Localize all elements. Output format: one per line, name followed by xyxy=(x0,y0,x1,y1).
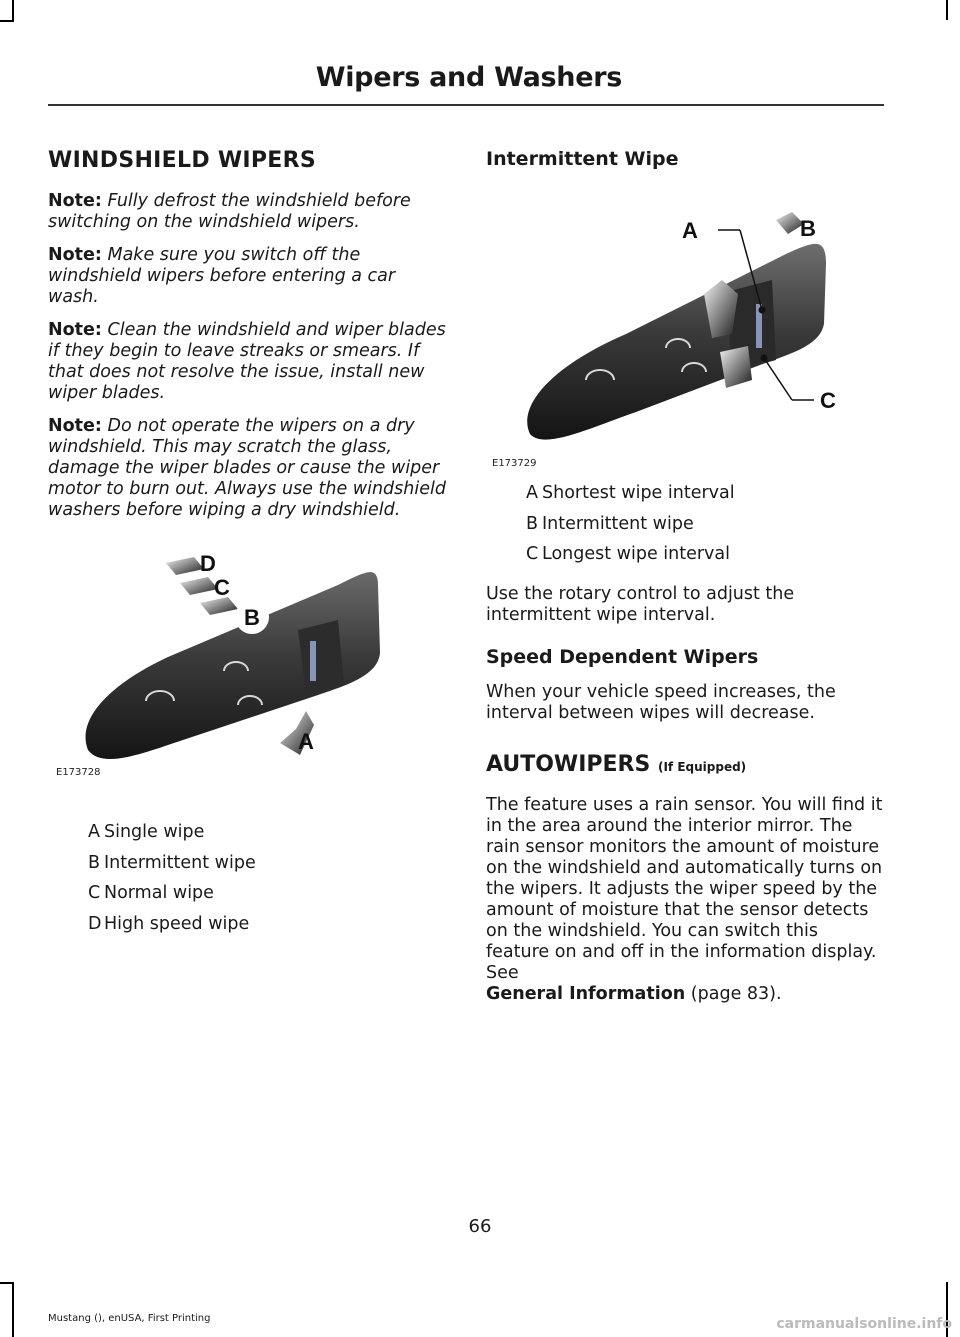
general-information-link[interactable]: General Information xyxy=(486,983,686,1004)
stalk-collar xyxy=(298,620,344,693)
page-header-title: Wipers and Washers xyxy=(315,62,622,93)
note-text: Make sure you switch off the windshield wipers before entering a car wash. xyxy=(48,245,396,307)
note-paragraph xyxy=(48,320,450,404)
legend-key: B xyxy=(526,513,539,534)
callout-c: C xyxy=(214,575,230,600)
rotary-indicator xyxy=(310,641,316,681)
legend-key: B xyxy=(88,852,101,873)
figure-legend xyxy=(486,478,884,570)
page-number: 66 xyxy=(468,1216,492,1237)
page-reference: (page 83). xyxy=(690,983,782,1004)
section-heading-autowipers xyxy=(486,752,884,777)
legend-value: High speed wipe xyxy=(104,913,250,934)
legend-value: Single wipe xyxy=(104,822,205,843)
figure-id: E173729 xyxy=(492,458,537,469)
legend-value: Intermittent wipe xyxy=(542,513,694,534)
legend-key: D xyxy=(88,913,102,934)
legend-key: A xyxy=(88,822,100,843)
speed-paragraph: When your vehicle speed increases, the interval between wipes will decrease. xyxy=(486,681,836,723)
watermark: carmanualsonline.info xyxy=(776,1316,952,1332)
rotary-paragraph: Use the rotary control to adjust the intermittent wipe interval. xyxy=(486,583,795,625)
section-heading-windshield-wipers: WINDSHIELD WIPERS xyxy=(48,148,317,173)
arrow-c-icon xyxy=(180,577,218,595)
autowipers-paragraph xyxy=(486,795,884,1005)
legend-value: Normal wipe xyxy=(104,883,214,904)
intermittent-wipe-figure xyxy=(486,184,884,469)
subheading-intermittent-wipe: Intermittent Wipe xyxy=(486,148,679,170)
legend-value: Shortest wipe interval xyxy=(542,483,735,504)
crop-mark-bottom-left-h xyxy=(0,1282,14,1284)
figure-id: E173728 xyxy=(56,767,101,778)
note-text: Do not operate the wipers on a dry windshield. This may scratch the glass, damage the wiper blades or cause the wiper motor to burn out. Always use the windshield washers before wiping a dry windshield. xyxy=(48,416,446,520)
callout-b: B xyxy=(244,605,260,630)
leader-a-dot xyxy=(759,307,766,314)
note-label: Note: xyxy=(48,191,102,211)
legend-row xyxy=(486,478,884,509)
legend-row xyxy=(48,817,450,848)
legend-row xyxy=(486,509,884,540)
legend-row xyxy=(48,909,450,940)
legend-key: C xyxy=(88,883,101,904)
crop-mark-top-left-h xyxy=(0,20,14,22)
callout-d: D xyxy=(200,551,216,576)
autowipers-heading-text: AUTOWIPERS xyxy=(486,751,651,777)
header-divider xyxy=(48,104,884,106)
legend-value: Longest wipe interval xyxy=(542,544,730,565)
callout-c: C xyxy=(820,388,836,413)
note-text: Fully defrost the windshield before switching on the windshield wipers. xyxy=(48,191,411,232)
note-paragraph xyxy=(48,191,450,233)
note-label: Note: xyxy=(48,245,102,265)
legend-key: A xyxy=(526,483,538,504)
note-label: Note: xyxy=(48,320,102,340)
wiper-stalk-illustration xyxy=(48,535,450,785)
if-equipped-label: (If Equipped) xyxy=(657,759,747,774)
autowipers-text: The feature uses a rain sensor. You will find it in the area around the interior mirror. The rain sensor monitors the amount of moisture on the windshield and automatically turns on the wipers. It adjusts the wiper speed by the amount of moisture that the sensor detects on the windshield. You can switch this feature on and off in the information display. See xyxy=(486,794,883,983)
arrow-d-icon xyxy=(166,557,204,575)
right-column xyxy=(486,148,884,1017)
page-footer: Mustang (), enUSA, First Printing xyxy=(48,1313,211,1324)
legend-row xyxy=(48,878,450,909)
callout-a: A xyxy=(298,729,314,754)
legend-value: Intermittent wipe xyxy=(104,852,256,873)
crop-mark-top-right-v xyxy=(946,0,948,20)
note-label: Note: xyxy=(48,416,102,436)
leader-c xyxy=(764,358,792,400)
arrow-longest-icon xyxy=(720,346,752,388)
note-paragraph xyxy=(48,245,450,308)
wiper-stalk-figure xyxy=(48,535,450,785)
subheading-speed-dependent: Speed Dependent Wipers xyxy=(486,645,759,668)
legend-row xyxy=(486,539,884,570)
intermittent-stalk-illustration xyxy=(486,184,884,444)
note-text: Clean the windshield and wiper blades if they begin to leave streaks or smears. If that does not resolve the issue, install new wiper blades. xyxy=(48,320,446,403)
crop-mark-bottom-left-v xyxy=(12,1282,14,1337)
crop-mark-top-left-v xyxy=(12,0,14,20)
leader-c-dot xyxy=(761,355,768,362)
legend-key: C xyxy=(526,544,539,565)
callout-a: A xyxy=(682,218,698,243)
left-column xyxy=(48,148,450,949)
legend-row xyxy=(48,848,450,879)
callout-b: B xyxy=(800,216,816,241)
note-paragraph xyxy=(48,416,450,521)
stalk-body xyxy=(527,244,826,440)
figure-legend xyxy=(48,817,450,939)
